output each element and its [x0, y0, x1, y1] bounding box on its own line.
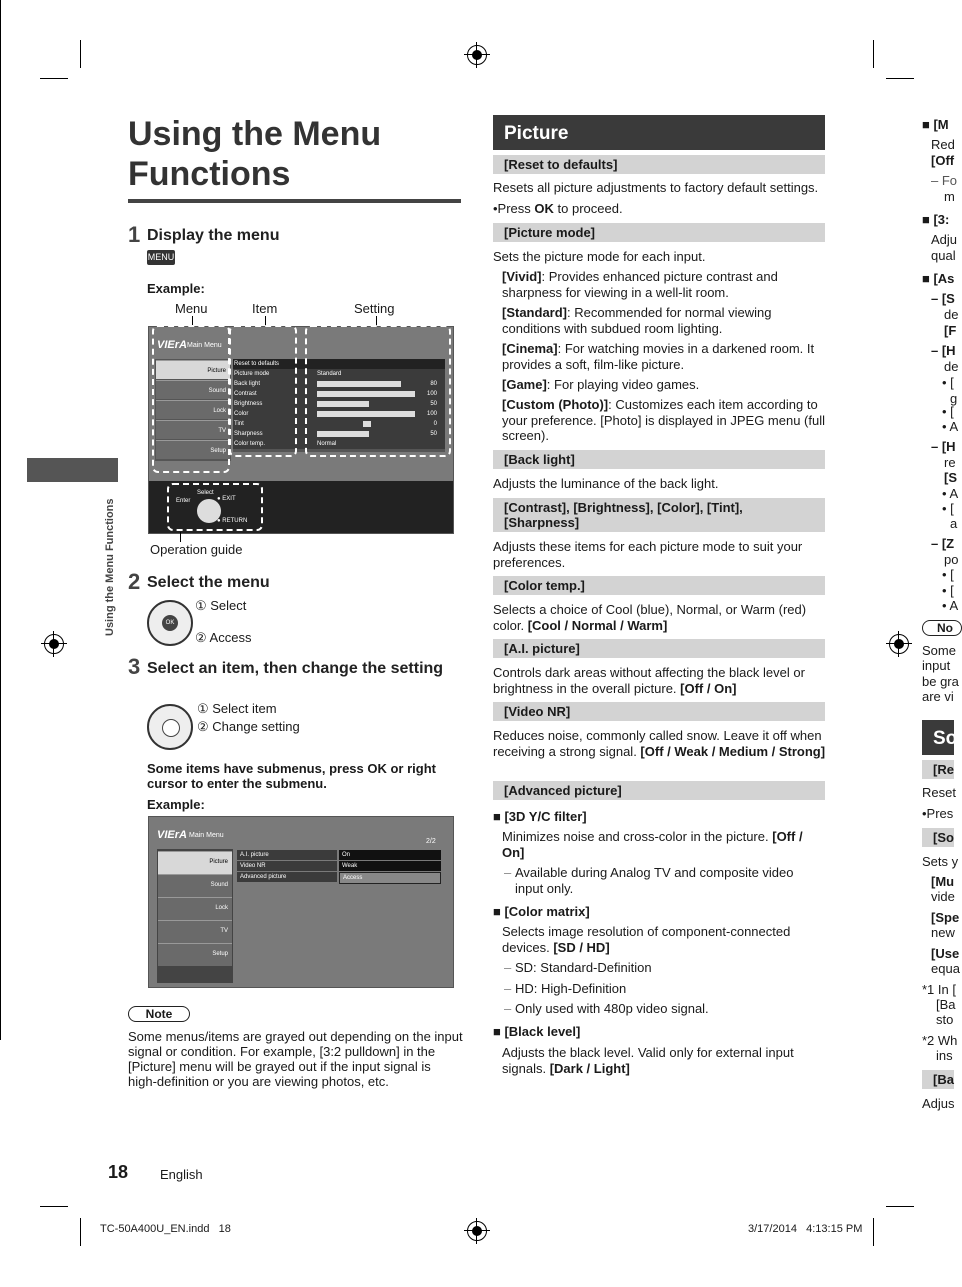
partial-text: [Off — [931, 153, 955, 168]
setting-value[interactable]: On — [339, 850, 441, 860]
main-menu-title: Main Menu — [189, 832, 224, 839]
viera-logo: VIErA — [157, 829, 187, 841]
bullet-text: – Only used with 480p video signal. — [504, 1001, 824, 1017]
body-text: [Cinema]: For watching movies in a darkened room. It provides a soft, film-like picture. — [502, 341, 815, 372]
body-text: [Vivid]: Provides enhanced picture contrast and sharpness for viewing in a well-lit room. — [502, 269, 778, 300]
menu-screen-example — [148, 326, 454, 534]
diagram-label-setting: Setting — [354, 301, 395, 316]
partial-text: – [S — [931, 291, 955, 306]
section-heading-picture: Picture — [493, 115, 825, 150]
menu-tile-sound[interactable]: Sound — [158, 874, 232, 897]
footer-language: English — [160, 1167, 203, 1182]
partial-text: • [ — [942, 375, 954, 390]
partial-text: vide — [931, 889, 955, 904]
page-title: Using the Menu Functions — [128, 115, 382, 193]
body-text: [Standard]: Recommended for normal viewing conditions with subdued room lighting. — [502, 305, 772, 336]
step3-option-select-item: ① Select item — [197, 701, 277, 716]
subheading: [Reset to defaults] — [493, 155, 825, 174]
table-row[interactable]: Tint 0 — [233, 419, 445, 429]
partial-text: *2 Wh — [922, 1033, 958, 1048]
partial-text: ■ [As — [922, 271, 955, 286]
subheading: [Back light] — [493, 450, 825, 469]
subheading: [Video NR] — [493, 702, 825, 721]
partial-text: [Use — [931, 946, 960, 961]
body-text: Adjusts the luminance of the back light. — [493, 476, 719, 491]
body-text: Selects image resolution of component-connected devices. [SD / HD] — [502, 924, 791, 955]
menu-tile-tv[interactable]: TV — [158, 920, 232, 943]
diagram-label-menu: Menu — [175, 301, 208, 316]
body-text: Adjusts the black level. Valid only for external input signals. [Dark / Light] — [502, 1045, 794, 1076]
note-badge: No — [922, 620, 962, 636]
menu-tile-picture[interactable]: Picture — [158, 851, 232, 874]
partial-text: Adjus — [922, 1096, 955, 1111]
partial-text: re — [944, 455, 956, 470]
menu-tile-sound[interactable]: Sound — [156, 380, 230, 399]
subheading: [So — [922, 828, 954, 847]
partial-text: • A — [942, 419, 959, 434]
diagram-label-item: Item — [252, 301, 278, 316]
body-text: Adjusts these items for each picture mode to suit your preferences. — [493, 539, 803, 570]
guide-enter: Enter — [176, 498, 191, 504]
crop-mark — [886, 1206, 914, 1207]
menu-tile-picture[interactable]: Picture — [156, 360, 230, 379]
body-text: Selects a choice of Cool (blue), Normal, or Warm (red) color. [Cool / Normal / Warm] — [493, 602, 807, 633]
section-heading-sound: So — [922, 720, 954, 755]
subheading: [Contrast], [Brightness], [Color], [Tint], [Sharpness] — [493, 498, 825, 532]
step2-option-select: ① Select — [195, 598, 247, 613]
body-text: Controls dark areas without affecting the black level or brightness in the overall picture. [Off / On] — [493, 665, 805, 696]
page-indicator: 2/2 — [426, 838, 436, 845]
viera-logo: VIErA — [157, 339, 187, 351]
footer-file: TC-50A400U_EN.indd 18 — [100, 1223, 231, 1235]
submenu-note: Some items have submenus, press OK or right cursor to enter the submenu. — [147, 761, 436, 791]
note-text: Some menus/items are grayed out depending on the input signal or condition. For example, [3:2 pulldown] in the [Picture] menu will be grayed out if the input signal is high-definition or you are viewing photos, etc. — [128, 1029, 463, 1089]
table-row[interactable]: Picture mode Standard — [233, 369, 445, 379]
partial-text: •Pres — [922, 806, 954, 821]
partial-text: po — [944, 552, 959, 567]
partial-text: – [Z — [931, 536, 955, 551]
body-text: [Game]: For playing video games. — [502, 377, 700, 392]
partial-text: • [ — [942, 404, 954, 419]
partial-text: a — [950, 516, 958, 531]
crop-mark — [40, 78, 68, 79]
menu-tile-lock[interactable]: Lock — [158, 897, 232, 920]
table-row[interactable]: A.I. picture — [237, 850, 337, 860]
partial-text: – Fo — [931, 173, 958, 188]
partial-text: [S — [944, 470, 957, 485]
subheading: [Picture mode] — [493, 223, 825, 242]
footer-date: 3/17/2014 4:13:15 PM — [748, 1223, 863, 1235]
registration-mark-icon — [44, 634, 64, 654]
body-text: Resets all picture adjustments to factory default settings. — [493, 180, 819, 195]
bullet-text: – Available during Analog TV and composite video input only. — [504, 865, 824, 896]
title-rule — [128, 199, 461, 203]
setting-value[interactable]: Weak — [339, 861, 441, 871]
partial-text: *1 In [ — [922, 982, 956, 997]
subheading: [Color temp.] — [493, 576, 825, 595]
partial-text: de — [944, 359, 959, 374]
crop-mark — [873, 1218, 874, 1246]
table-row[interactable]: Color temp. Normal — [233, 439, 445, 449]
partial-text: – [H — [931, 439, 956, 454]
partial-text: • [ — [942, 583, 954, 598]
partial-text: equa — [931, 961, 960, 976]
table-row[interactable]: Brightness 50 — [233, 399, 445, 409]
step2-option-access: ② Access — [195, 630, 252, 645]
submenu-screen-example — [148, 816, 454, 988]
partial-text: new — [931, 925, 955, 940]
partial-text: • [ — [942, 501, 954, 516]
partial-text: [Ba — [936, 997, 956, 1012]
partial-text: Red — [931, 137, 955, 152]
item-heading: ■ [Black level] — [493, 1024, 581, 1039]
bullet-text: – SD: Standard-Definition — [504, 960, 824, 976]
subheading: [Re — [922, 760, 954, 779]
main-menu-title: Main Menu — [187, 342, 222, 349]
partial-text: Some — [922, 643, 956, 658]
table-row[interactable]: Reset to defaults — [233, 359, 445, 369]
partial-text: m — [944, 189, 955, 204]
bullet-text: – HD: High-Definition — [504, 981, 824, 997]
table-row[interactable]: Sharpness 50 — [233, 429, 445, 439]
side-label: Using the Menu Functions — [104, 498, 116, 636]
partial-text: [Mu — [931, 874, 955, 889]
menu-tile-tv[interactable]: TV — [156, 420, 230, 439]
table-row[interactable]: Color 100 — [233, 409, 445, 419]
table-row[interactable]: Advanced picture — [237, 872, 337, 882]
body-text: Sets the picture mode for each input. — [493, 249, 706, 264]
registration-mark-icon — [467, 1221, 487, 1241]
step-label: Select an item, then change the setting — [147, 660, 444, 677]
example-label: Example: — [147, 797, 205, 812]
crop-mark — [873, 40, 874, 68]
column-divider — [0, 0, 1, 1040]
partial-text: [Spe — [931, 910, 960, 925]
menu-tile-setup[interactable]: Setup — [158, 943, 232, 966]
crop-mark — [886, 78, 914, 79]
example-label: Example: — [147, 281, 205, 296]
setting-value-selected[interactable]: Access — [339, 872, 441, 884]
table-row[interactable]: Back light 80 — [233, 379, 445, 389]
body-text: Reduces noise, commonly called snow. Leave it off when receiving a strong signal. [Off / Weak / Medium / Strong] — [493, 728, 826, 759]
item-heading: ■ [3D Y/C filter] — [493, 809, 587, 824]
partial-text: – [H — [931, 343, 956, 358]
note-badge: Note — [128, 1006, 190, 1022]
partial-text: sto — [936, 1012, 954, 1027]
crop-mark — [80, 40, 81, 68]
dpad-icon — [147, 704, 193, 750]
table-row[interactable]: Video NR — [237, 861, 337, 871]
step-label: Display the menu — [147, 227, 280, 244]
partial-text: • A — [942, 598, 959, 613]
partial-text: are vi — [922, 689, 954, 704]
dpad-ok-icon: OK — [147, 600, 193, 646]
subheading: [Ba — [922, 1070, 954, 1089]
body-text: •Press OK to proceed. — [493, 201, 623, 216]
body-text: [Custom (Photo)]: Customizes each item according to your preference. [Photo] is displayed in JPEG menu (full screen). — [502, 397, 825, 443]
partial-text: input — [922, 658, 951, 673]
partial-text: g — [950, 391, 958, 406]
item-heading: ■ [Color matrix] — [493, 904, 590, 919]
step-number: 3 — [128, 654, 141, 679]
partial-text: ■ [3: — [922, 212, 950, 227]
subheading: [Advanced picture] — [493, 781, 825, 800]
registration-mark-icon — [889, 634, 909, 654]
crop-mark — [40, 1206, 68, 1207]
table-row[interactable]: Contrast 100 — [233, 389, 445, 399]
menu-tile-setup[interactable]: Setup — [156, 440, 230, 459]
partial-text: Adju — [931, 232, 958, 247]
partial-text: [F — [944, 323, 957, 338]
body-text: Minimizes noise and cross-color in the picture. [Off / On] — [502, 829, 803, 860]
menu-tile-lock[interactable]: Lock — [156, 400, 230, 419]
partial-text: de — [944, 307, 959, 322]
guide-select: Select — [197, 490, 214, 496]
registration-mark-icon — [467, 45, 487, 65]
partial-text: • [ — [942, 567, 954, 582]
step-label: Select the menu — [147, 574, 270, 591]
crop-mark — [80, 1218, 81, 1246]
step-number: 2 — [128, 569, 141, 594]
step-number: 1 — [128, 222, 141, 247]
section-tab — [27, 458, 118, 482]
guide-exit: ● EXIT — [217, 496, 236, 502]
partial-text: ■ [M — [922, 117, 949, 132]
partial-text: Reset — [922, 785, 956, 800]
menu-key-icon: MENU — [147, 250, 175, 265]
partial-text: • A — [942, 486, 959, 501]
partial-text: ins — [936, 1048, 953, 1063]
step3-option-change-setting: ② Change setting — [197, 719, 300, 734]
partial-text: be gra — [922, 674, 959, 689]
subheading: [A.I. picture] — [493, 639, 825, 658]
diagram-label-operation-guide: Operation guide — [150, 542, 243, 557]
partial-text: Sets y — [922, 854, 959, 869]
guide-return: ● RETURN — [217, 518, 248, 524]
page-number: 18 — [108, 1162, 129, 1182]
partial-text: qual — [931, 248, 956, 263]
